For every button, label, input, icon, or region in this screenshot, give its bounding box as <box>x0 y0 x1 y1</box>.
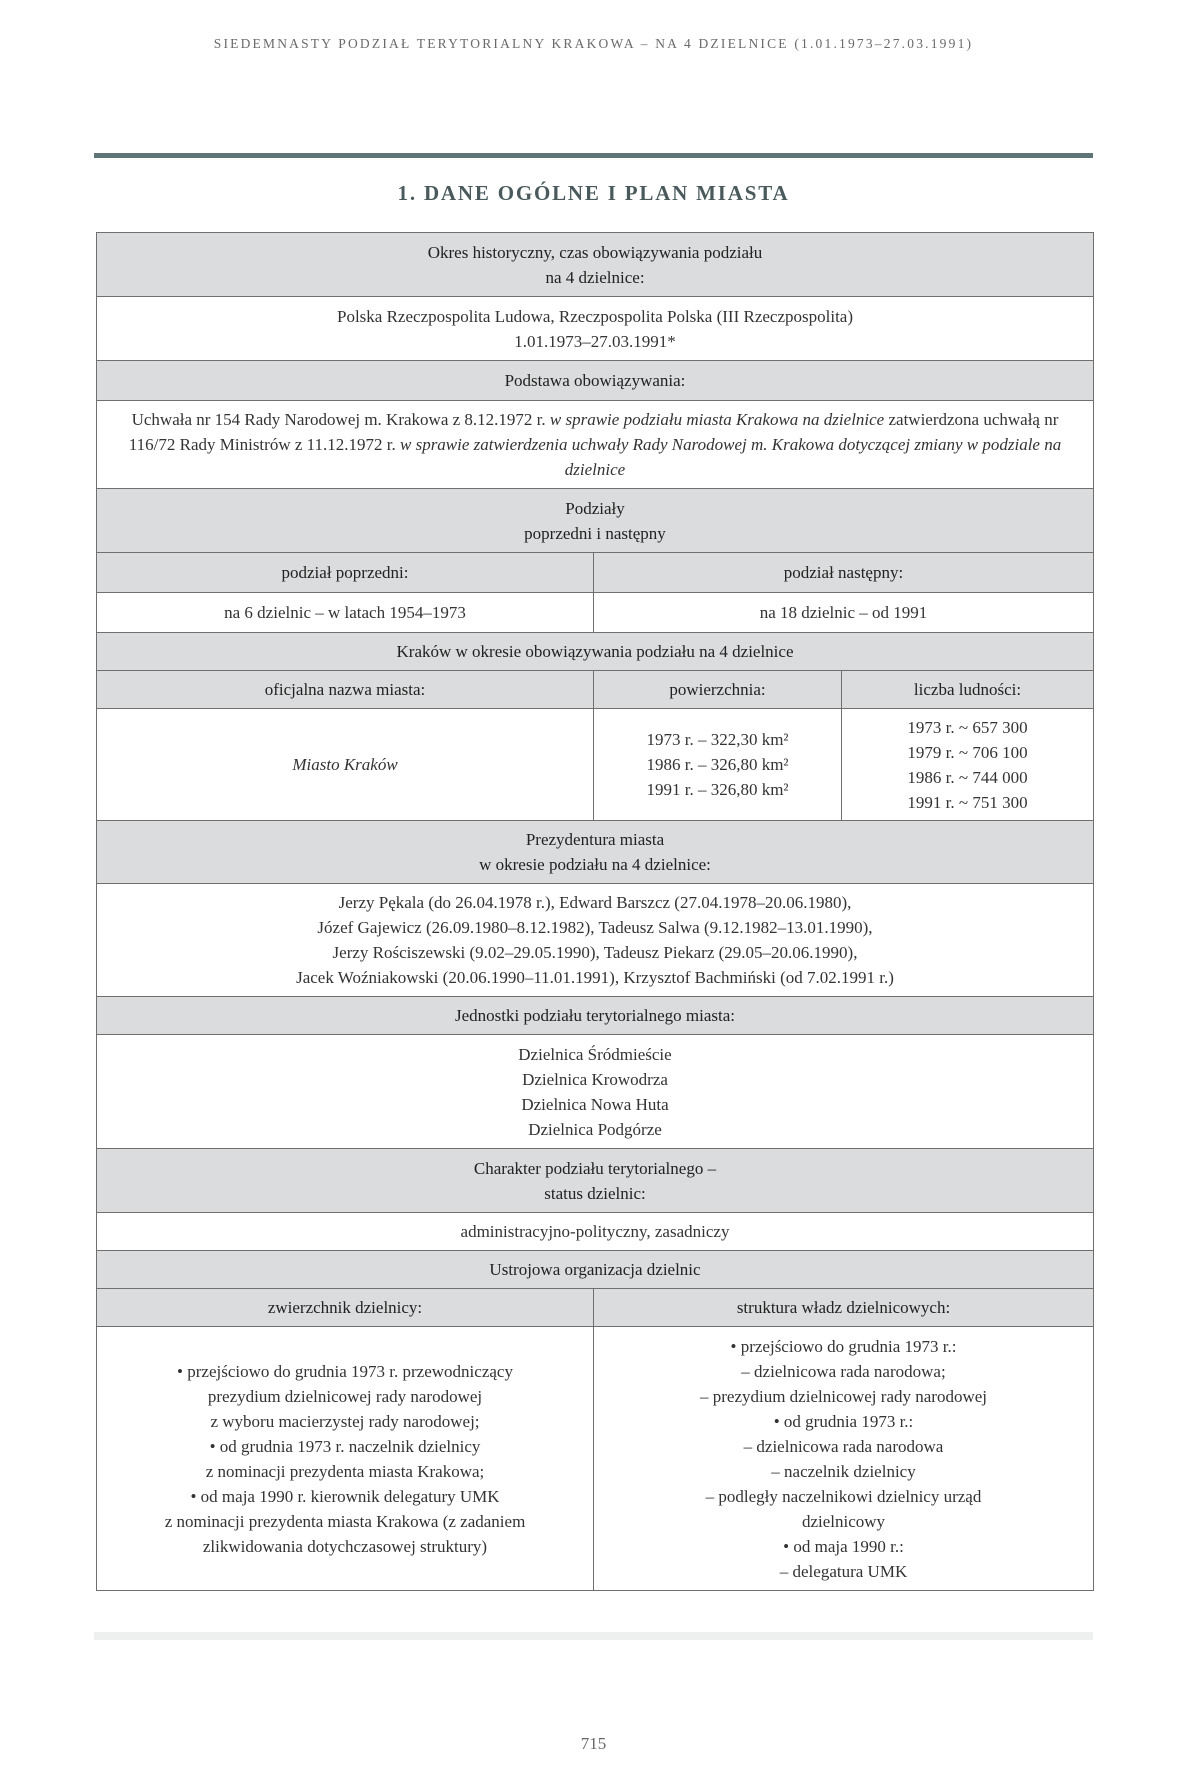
next-division-label: podział następny: <box>594 553 1094 593</box>
presidency-heading-row <box>97 821 1094 884</box>
character-row <box>97 1213 1094 1251</box>
period-row <box>97 297 1094 361</box>
prev-division-value: na 6 dzielnic – w latach 1954–1973 <box>97 593 594 633</box>
general-data-table <box>96 232 1094 1591</box>
units-heading-row <box>97 997 1094 1035</box>
character-heading-row <box>97 1149 1094 1213</box>
city-labels-row <box>97 671 1094 709</box>
district-authorities-label: struktura władz dzielnicowych: <box>594 1289 1094 1327</box>
city-area: 1973 r. – 322,30 km² 1986 r. – 326,80 km² 1991 r. – 326,80 km² <box>594 709 842 821</box>
city-values-row <box>97 709 1094 821</box>
basis-text: Uchwała nr 154 Rady Narodowej m. Krakowa z 8.12.1972 r. w sprawie podziału miasta Krakowa na dzielnice zatwierdzona uchwałą nr 116/72 Rady Ministrów z 11.12.1972 r. w sprawie zatwierdzenia uchwały Rady Narodowej m. Krakowa dotyczącej zmiany w podziale na dzielnice <box>97 401 1094 489</box>
character-heading: Charakter podziału terytorialnego – status dzielnic: <box>97 1149 1094 1213</box>
city-heading-row <box>97 633 1094 671</box>
district-head-label: zwierzchnik dzielnicy: <box>97 1289 594 1327</box>
units-row <box>97 1035 1094 1149</box>
presidency-heading: Prezydentura miasta w okresie podziału na 4 dzielnice: <box>97 821 1094 884</box>
district-authorities-list: • przejściowo do grudnia 1973 r.: – dzielnicowa rada narodowa; – prezydium dzielnicowej rady narodowej • od grudnia 1973 r.: – dzielnicowa rada narodowa – naczelnik dzielnicy – podległy naczelnikowi dzielnicy urząd dzielnicowy • od maja 1990 r.: – delegatura UMK <box>594 1327 1094 1591</box>
organization-labels-row <box>97 1289 1094 1327</box>
organization-values-row <box>97 1327 1094 1591</box>
district-head-list: • przejściowo do grudnia 1973 r. przewodniczący prezydium dzielnicowej rady narodowej z wyboru macierzystej rady narodowej; • od grudnia 1973 r. naczelnik dzielnicy z nominacji prezydenta miasta Krakowa; • od maja 1990 r. kierownik delegatury UMK z nominacji prezydenta miasta Krakowa (z zadaniem zlikwidowania dotychczasowej struktury) <box>97 1327 594 1591</box>
presidency-list: Jerzy Pękala (do 26.04.1978 r.), Edward Barszcz (27.04.1978–20.06.1980), Józef Gajewicz (26.09.1980–8.12.1982), Tadeusz Salwa (9.12.1982–13.01.1990), Jerzy Rościszewski (9.02–29.05.1990), Tadeusz Piekarz (29.05–20.06.1990), Jacek Woźniakowski (20.06.1990–11.01.1991), Krzysztof Bachmiński (od 7.02.1991 r.) <box>97 884 1094 997</box>
organization-heading: Ustrojowa organizacja dzielnic <box>97 1251 1094 1289</box>
prev-division-label: podział poprzedni: <box>97 553 594 593</box>
divisions-labels-row <box>97 553 1094 593</box>
units-list: Dzielnica Śródmieście Dzielnica Krowodrza Dzielnica Nowa Huta Dzielnica Podgórze <box>97 1035 1094 1149</box>
city-heading: Kraków w okresie obowiązywania podziału na 4 dzielnice <box>97 633 1094 671</box>
period-value: Polska Rzeczpospolita Ludowa, Rzeczpospolita Polska (III Rzeczpospolita) 1.01.1973–27.03.1991* <box>97 297 1094 361</box>
city-population: 1973 r. ~ 657 300 1979 r. ~ 706 100 1986 r. ~ 744 000 1991 r. ~ 751 300 <box>842 709 1094 821</box>
organization-heading-row <box>97 1251 1094 1289</box>
city-name: Miasto Kraków <box>97 709 594 821</box>
period-heading-row <box>97 233 1094 297</box>
period-heading: Okres historyczny, czas obowiązywania podziału na 4 dzielnice: <box>97 233 1094 297</box>
character-value: administracyjno-polityczny, zasadniczy <box>97 1213 1094 1251</box>
city-population-label: liczba ludności: <box>842 671 1094 709</box>
divisions-heading-row <box>97 489 1094 553</box>
basis-heading-row <box>97 361 1094 401</box>
running-head: SIEDEMNASTY PODZIAŁ TERYTORIALNY KRAKOWA – NA 4 DZIELNICE (1.01.1973–27.03.1991) <box>213 36 974 51</box>
divisions-heading: Podziały poprzedni i następny <box>97 489 1094 553</box>
basis-row <box>97 401 1094 489</box>
footer-band <box>94 1632 1093 1640</box>
city-area-label: powierzchnia: <box>594 671 842 709</box>
next-division-value: na 18 dzielnic – od 1991 <box>594 593 1094 633</box>
presidency-row <box>97 884 1094 997</box>
divisions-values-row <box>97 593 1094 633</box>
units-heading: Jednostki podziału terytorialnego miasta: <box>97 997 1094 1035</box>
city-name-label: oficjalna nazwa miasta: <box>97 671 594 709</box>
basis-heading: Podstawa obowiązywania: <box>97 361 1094 401</box>
page-number: 715 <box>580 1734 607 1753</box>
section-title: 1. DANE OGÓLNE I PLAN MIASTA <box>397 181 790 205</box>
header-rule <box>94 153 1093 158</box>
